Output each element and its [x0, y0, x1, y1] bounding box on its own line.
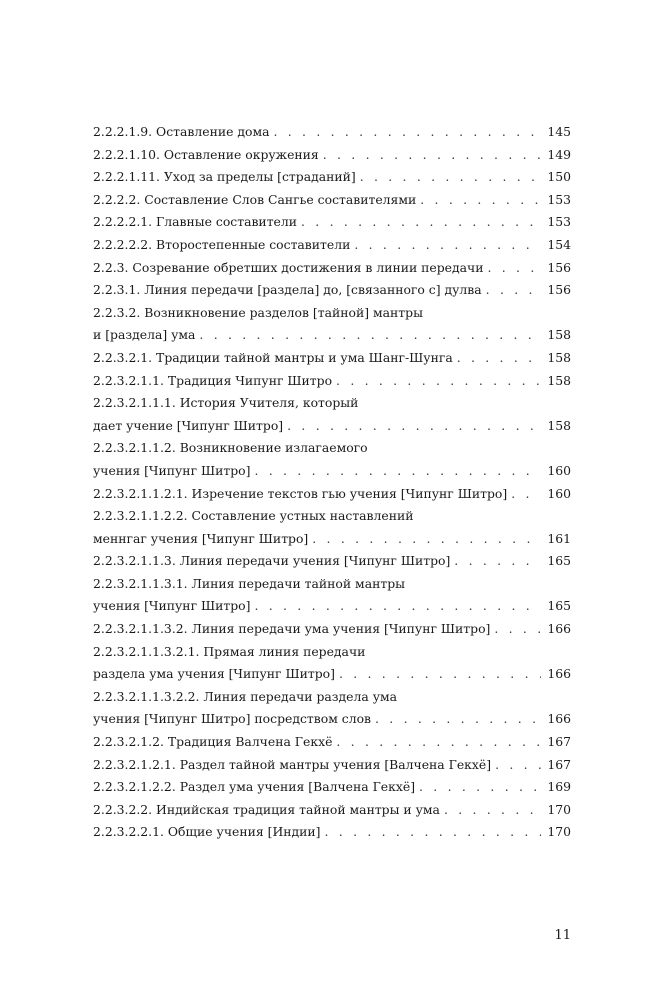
page-number: 11	[554, 928, 571, 943]
toc-leader-dots	[336, 370, 541, 393]
toc-entry	[93, 347, 571, 370]
toc-entry-page: 145	[547, 124, 571, 139]
toc-entry-page: 158	[547, 417, 571, 433]
toc-leader-dots	[494, 618, 541, 641]
toc-entry	[93, 731, 571, 754]
toc-entry	[93, 257, 571, 280]
toc-entry-page: 154	[547, 236, 571, 252]
toc-entry	[93, 302, 571, 325]
toc-leader-dots	[354, 234, 541, 257]
toc-entry-page: 166	[547, 666, 571, 682]
toc-entry	[93, 370, 571, 393]
toc-leader-dots	[323, 144, 542, 167]
toc-entry-title: 2.2.2.1.10. Оставление окружения	[93, 146, 319, 162]
toc-leader-dots	[488, 257, 542, 280]
toc-entry-title: 2.2.3.2.1.1.3. Линия передачи учения [Чипунг Шитро]	[93, 553, 451, 569]
toc-leader-dots	[454, 550, 541, 573]
toc-entry-title: 2.2.3.2.1.1.1. История Учителя, который	[93, 395, 359, 411]
toc-leader-dots	[312, 528, 541, 551]
toc-entry-page: 169	[547, 779, 571, 795]
toc-entry	[93, 121, 571, 144]
toc-leader-dots	[273, 121, 541, 144]
toc-entry-title: 2.2.3.2.1. Традиции тайной мантры и ума Шанг-Шунга	[93, 349, 453, 365]
toc-entry	[93, 799, 571, 822]
toc-entry-title: 2.2.2.1.9. Оставление дома	[93, 124, 270, 139]
toc-entry-page: 165	[547, 598, 571, 614]
toc-entry-title: 2.2.3.2.2.1. Общие учения [Индии]	[93, 824, 321, 840]
toc-entry-page: 153	[547, 191, 571, 207]
toc-entry-title: 2.2.3.2.1.1.2.1. Изречение текстов гью учения [Чипунг Шитро]	[93, 485, 508, 501]
toc-entry-title: и [раздела] ума	[93, 327, 196, 343]
toc-entry	[93, 211, 571, 234]
toc-entry-page: 156	[547, 282, 571, 298]
toc-leader-dots	[301, 211, 541, 234]
toc-entry	[93, 392, 571, 415]
toc-entry	[93, 324, 571, 347]
toc-entry-title: раздела ума учения [Чипунг Шитро]	[93, 666, 335, 682]
toc-entry-page: 160	[547, 485, 571, 501]
toc-entry-title: 2.2.2.1.11. Уход за пределы [страданий]	[93, 169, 356, 185]
toc-leader-dots	[511, 483, 541, 506]
toc-entry-title: 2.2.3.2.1.1.2.2. Составление устных наставлений	[93, 508, 414, 524]
toc-entry-page: 153	[547, 214, 571, 230]
toc-entry	[93, 550, 571, 573]
toc-leader-dots	[325, 821, 542, 844]
toc-entry	[93, 686, 571, 709]
toc-entry-page: 170	[547, 801, 571, 817]
toc-entry	[93, 437, 571, 460]
toc-entry-title: 2.2.3.2.1.1.2. Возникновение излагаемого	[93, 440, 368, 456]
toc-entry	[93, 573, 571, 596]
toc-entry	[93, 415, 571, 438]
toc-entry	[93, 663, 571, 686]
toc-entry-page: 158	[547, 327, 571, 343]
toc-entry-title: 2.2.2.2.1. Главные составители	[93, 214, 298, 230]
toc-entry	[93, 776, 571, 799]
toc-entry-title: 2.2.3.2.1.1.3.2.2. Линия передачи раздела ума	[93, 688, 398, 704]
toc-entry-page: 165	[547, 553, 571, 569]
toc-entry-page: 158	[547, 372, 571, 388]
toc-entry-title: дает учение [Чипунг Шитро]	[93, 417, 284, 433]
toc-entry	[93, 595, 571, 618]
toc-entry	[93, 483, 571, 506]
toc-entry-title: 2.2.2.2. Составление Слов Сангье составителями	[93, 191, 417, 207]
table-of-contents	[93, 121, 571, 844]
toc-entry-page: 161	[547, 530, 571, 546]
toc-entry-title: учения [Чипунг Шитро]	[93, 462, 251, 478]
toc-leader-dots	[199, 324, 541, 347]
toc-entry	[93, 144, 571, 167]
toc-leader-dots	[375, 708, 541, 731]
toc-entry	[93, 618, 571, 641]
toc-entry-title: 2.2.2.2.2. Второстепенные составители	[93, 236, 351, 252]
toc-entry-title: 2.2.3. Созревание обретших достижения в линии передачи	[93, 259, 484, 275]
toc-entry	[93, 234, 571, 257]
toc-entry-title: учения [Чипунг Шитро] посредством слов	[93, 711, 372, 727]
toc-leader-dots	[336, 731, 541, 754]
toc-entry-page: 166	[547, 621, 571, 637]
toc-entry-title: 2.2.3.2. Возникновение разделов [тайной] мантры	[93, 304, 423, 320]
toc-entry-page: 149	[547, 146, 571, 162]
toc-leader-dots	[254, 460, 541, 483]
toc-leader-dots	[419, 776, 541, 799]
toc-entry-page: 170	[547, 824, 571, 840]
toc-entry	[93, 528, 571, 551]
toc-entry-title: 2.2.3.1. Линия передачи [раздела] до, [связанного с] дулва	[93, 282, 482, 298]
toc-leader-dots	[287, 415, 541, 438]
toc-entry-title: 2.2.3.2.2. Индийская традиция тайной мантры и ума	[93, 801, 440, 817]
toc-entry-page: 166	[547, 711, 571, 727]
toc-entry	[93, 279, 571, 302]
toc-entry	[93, 505, 571, 528]
toc-entry-title: 2.2.3.2.1.1. Традиция Чипунг Шитро	[93, 372, 333, 388]
toc-entry-page: 150	[547, 169, 571, 185]
toc-entry	[93, 754, 571, 777]
toc-entry-title: учения [Чипунг Шитро]	[93, 598, 251, 614]
toc-entry-title: меннгаг учения [Чипунг Шитро]	[93, 530, 309, 546]
toc-leader-dots	[420, 189, 541, 212]
toc-entry-title: 2.2.3.2.1.2.2. Раздел ума учения [Валчена Гекхё]	[93, 779, 416, 795]
toc-leader-dots	[339, 663, 541, 686]
toc-entry-title: 2.2.3.2.1.1.3.2.1. Прямая линия передачи	[93, 643, 366, 659]
toc-leader-dots	[495, 754, 541, 777]
toc-entry	[93, 708, 571, 731]
toc-leader-dots	[254, 595, 541, 618]
toc-entry-page: 167	[547, 734, 571, 750]
toc-entry	[93, 821, 571, 844]
toc-leader-dots	[444, 799, 541, 822]
toc-leader-dots	[486, 279, 542, 302]
toc-entry-page: 167	[547, 756, 571, 772]
toc-entry-title: 2.2.3.2.1.1.3.2. Линия передачи ума учения [Чипунг Шитро]	[93, 621, 491, 637]
toc-entry	[93, 460, 571, 483]
toc-leader-dots	[360, 166, 542, 189]
toc-entry	[93, 189, 571, 212]
toc-entry-page: 158	[547, 349, 571, 365]
toc-entry-title: 2.2.3.2.1.2.1. Раздел тайной мантры учения [Валчена Гекхё]	[93, 756, 492, 772]
toc-leader-dots	[457, 347, 542, 370]
toc-entry	[93, 641, 571, 664]
toc-entry	[93, 166, 571, 189]
toc-entry-title: 2.2.3.2.1.1.3.1. Линия передачи тайной мантры	[93, 575, 405, 591]
toc-entry-page: 156	[547, 259, 571, 275]
toc-entry-page: 160	[547, 462, 571, 478]
toc-entry-title: 2.2.3.2.1.2. Традиция Валчена Гекхё	[93, 734, 333, 750]
